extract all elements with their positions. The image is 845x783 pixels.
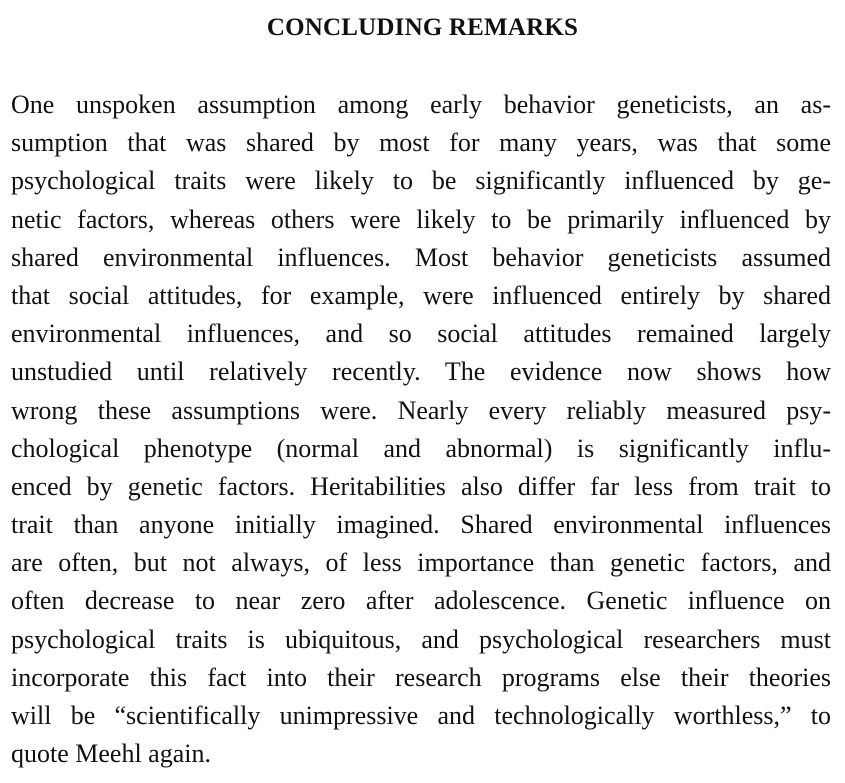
paragraph-line: often decrease to near zero after adolescence. Genetic influence on	[11, 586, 831, 616]
paragraph-line: enced by genetic factors. Heritabilities also differ far less from trait to	[11, 471, 831, 501]
paragraph-line: shared environmental influences. Most behavior geneticists assumed	[11, 242, 831, 272]
paragraph-line: trait than anyone initially imagined. Shared environmental influences	[11, 510, 831, 540]
paragraph-line: environmental influences, and so social attitudes remained largely	[11, 319, 831, 349]
paragraph-line: One unspoken assumption among early behavior geneticists, an as-	[11, 90, 831, 119]
paragraph-line: wrong these assumptions were. Nearly every reliably measured psy-	[11, 395, 831, 425]
paragraph-line: unstudied until relatively recently. The evidence now shows how	[11, 357, 831, 387]
paragraph-line: psychological traits is ubiquitous, and psychological researchers must	[11, 624, 831, 654]
paragraph-line: psychological traits were likely to be significantly influenced by ge-	[11, 166, 831, 196]
paragraph-line: sumption that was shared by most for many years, was that some	[11, 128, 831, 158]
section-heading: CONCLUDING REMARKS	[266, 14, 579, 41]
paragraph-line: incorporate this fact into their research programs else their theories	[11, 662, 831, 692]
paragraph-line-last: quote Meehl again.	[11, 739, 211, 769]
paragraph-line: that social attitudes, for example, were influenced entirely by shared	[11, 280, 831, 310]
paragraph-line: will be “scientifically unimpressive and technologically worthless,” to	[11, 701, 831, 730]
body-paragraph	[11, 86, 831, 773]
paragraph-line: are often, but not always, of less importance than genetic factors, and	[11, 548, 831, 578]
paragraph-line: chological phenotype (normal and abnormal) is significantly influ-	[11, 433, 831, 463]
paragraph-line: netic factors, whereas others were likely to be primarily influenced by	[11, 204, 831, 234]
